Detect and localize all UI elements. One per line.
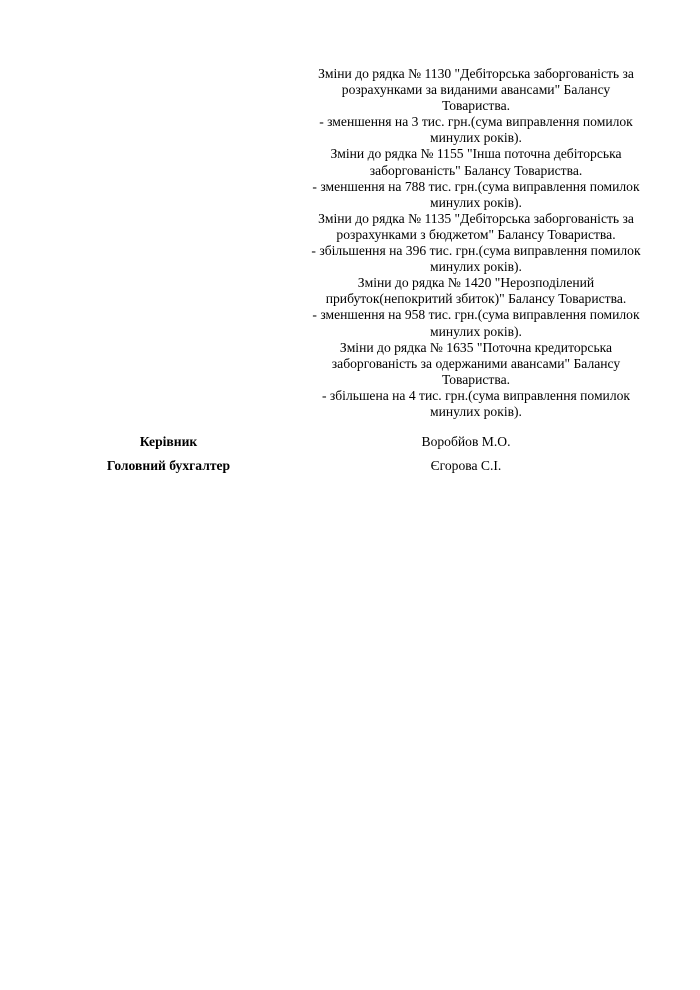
note-line: - зменшення на 958 тис. грн.(сума виправлення помилок (312, 307, 640, 323)
note-line: прибуток(непокритий збиток)" Балансу Товариства. (325, 291, 627, 307)
note-line: Зміни до рядка № 1420 "Нерозподілений (357, 275, 595, 291)
note-line: Зміни до рядка № 1135 "Дебіторська заборгованість за (318, 210, 634, 226)
note-line: минулих років). (430, 194, 522, 210)
corrections-note (296, 66, 656, 420)
note-line: - зменшення на 788 тис. грн.(сума виправлення помилок (312, 178, 640, 194)
signature-row-accountant (0, 457, 700, 475)
note-line: заборгованість за одержаними авансами" Балансу (331, 355, 621, 371)
note-line: минулих років). (430, 403, 522, 419)
director-name: Воробйов М.О. (421, 434, 511, 449)
note-line: Товариства. (441, 98, 511, 114)
note-line: минулих років). (430, 323, 522, 339)
note-line: розрахунками з бюджетом" Балансу Товариства. (336, 226, 616, 242)
note-line: Зміни до рядка № 1635 "Поточна кредиторська (339, 339, 613, 355)
chief-accountant-title: Головний бухгалтер (106, 458, 231, 473)
note-line: - збільшення на 396 тис. грн.(сума виправлення помилок (311, 243, 641, 259)
director-title: Керівник (139, 434, 198, 449)
note-line: Товариства. (441, 371, 511, 387)
note-line: Зміни до рядка № 1155 "Інша поточна дебіторська (330, 146, 622, 162)
note-line: - зменшення на 3 тис. грн.(сума виправлення помилок (319, 114, 633, 130)
signature-row-director (0, 433, 700, 451)
note-line: розрахунками за виданими авансами" Балансу (341, 82, 611, 98)
chief-accountant-name: Єгорова С.І. (430, 458, 502, 473)
note-line: - збільшена на 4 тис. грн.(сума виправлення помилок (321, 387, 631, 403)
note-line: заборгованість" Балансу Товариства. (369, 162, 583, 178)
note-line: минулих років). (430, 130, 522, 146)
note-line: Зміни до рядка № 1130 "Дебіторська заборгованість за (318, 66, 634, 81)
note-line: минулих років). (430, 259, 522, 275)
